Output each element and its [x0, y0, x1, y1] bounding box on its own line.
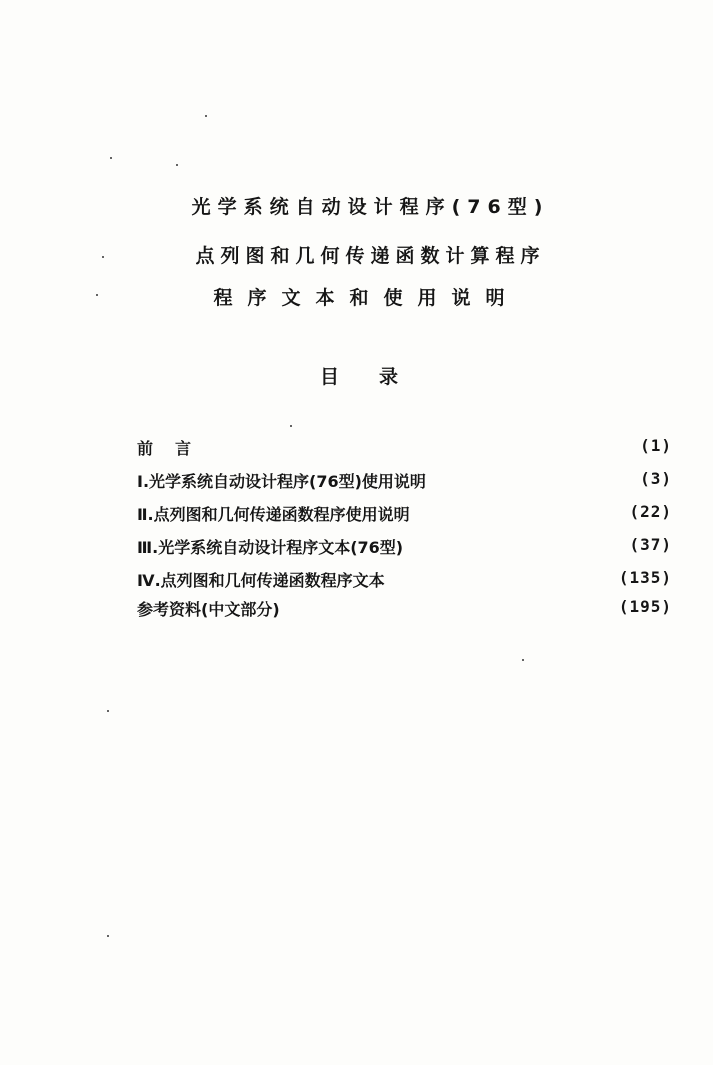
title-line-2: 点列图和几何传递函数计算程序 [195, 245, 546, 267]
scan-speck [205, 115, 207, 117]
scan-speck [102, 256, 104, 258]
scan-speck [107, 710, 109, 712]
toc-entry-2 [137, 498, 672, 531]
title-line-1: 光学系统自动设计程序(76型) [191, 196, 550, 218]
toc-entry-label: 参考资料(中文部分) [137, 600, 280, 619]
toc-entry-references [137, 593, 672, 622]
toc-entry-label: Ⅳ.点列图和几何传递函数程序文本 [137, 571, 385, 590]
toc-entry-page: (3) [640, 469, 672, 488]
toc-entry-page: (1) [640, 436, 672, 455]
toc-entry-label: 前言 [137, 439, 214, 458]
toc-entry-page: (22) [629, 502, 672, 521]
toc-entry-label: Ⅲ.光学系统自动设计程序文本(76型) [137, 538, 404, 557]
table-of-contents [137, 432, 672, 622]
scan-speck [107, 935, 109, 937]
toc-entry-label: Ⅰ.光学系统自动设计程序(76型)使用说明 [137, 472, 426, 491]
scan-speck [522, 659, 524, 661]
scan-speck [96, 294, 98, 296]
scan-speck [290, 425, 292, 427]
toc-entry-page: (37) [629, 535, 672, 554]
toc-entry-4 [137, 564, 672, 593]
toc-entry-3 [137, 531, 672, 564]
toc-entry-1 [137, 465, 672, 498]
toc-entry-page: (135) [618, 568, 672, 587]
toc-entry-label: Ⅱ.点列图和几何传递函数程序使用说明 [137, 505, 410, 524]
scan-speck [110, 157, 112, 159]
scan-speck [176, 164, 178, 166]
toc-entry-preface [137, 432, 672, 465]
title-line-3: 程序文本和使用说明 [213, 287, 520, 309]
toc-entry-page: (195) [618, 597, 672, 616]
toc-heading: 目录 [319, 366, 438, 388]
